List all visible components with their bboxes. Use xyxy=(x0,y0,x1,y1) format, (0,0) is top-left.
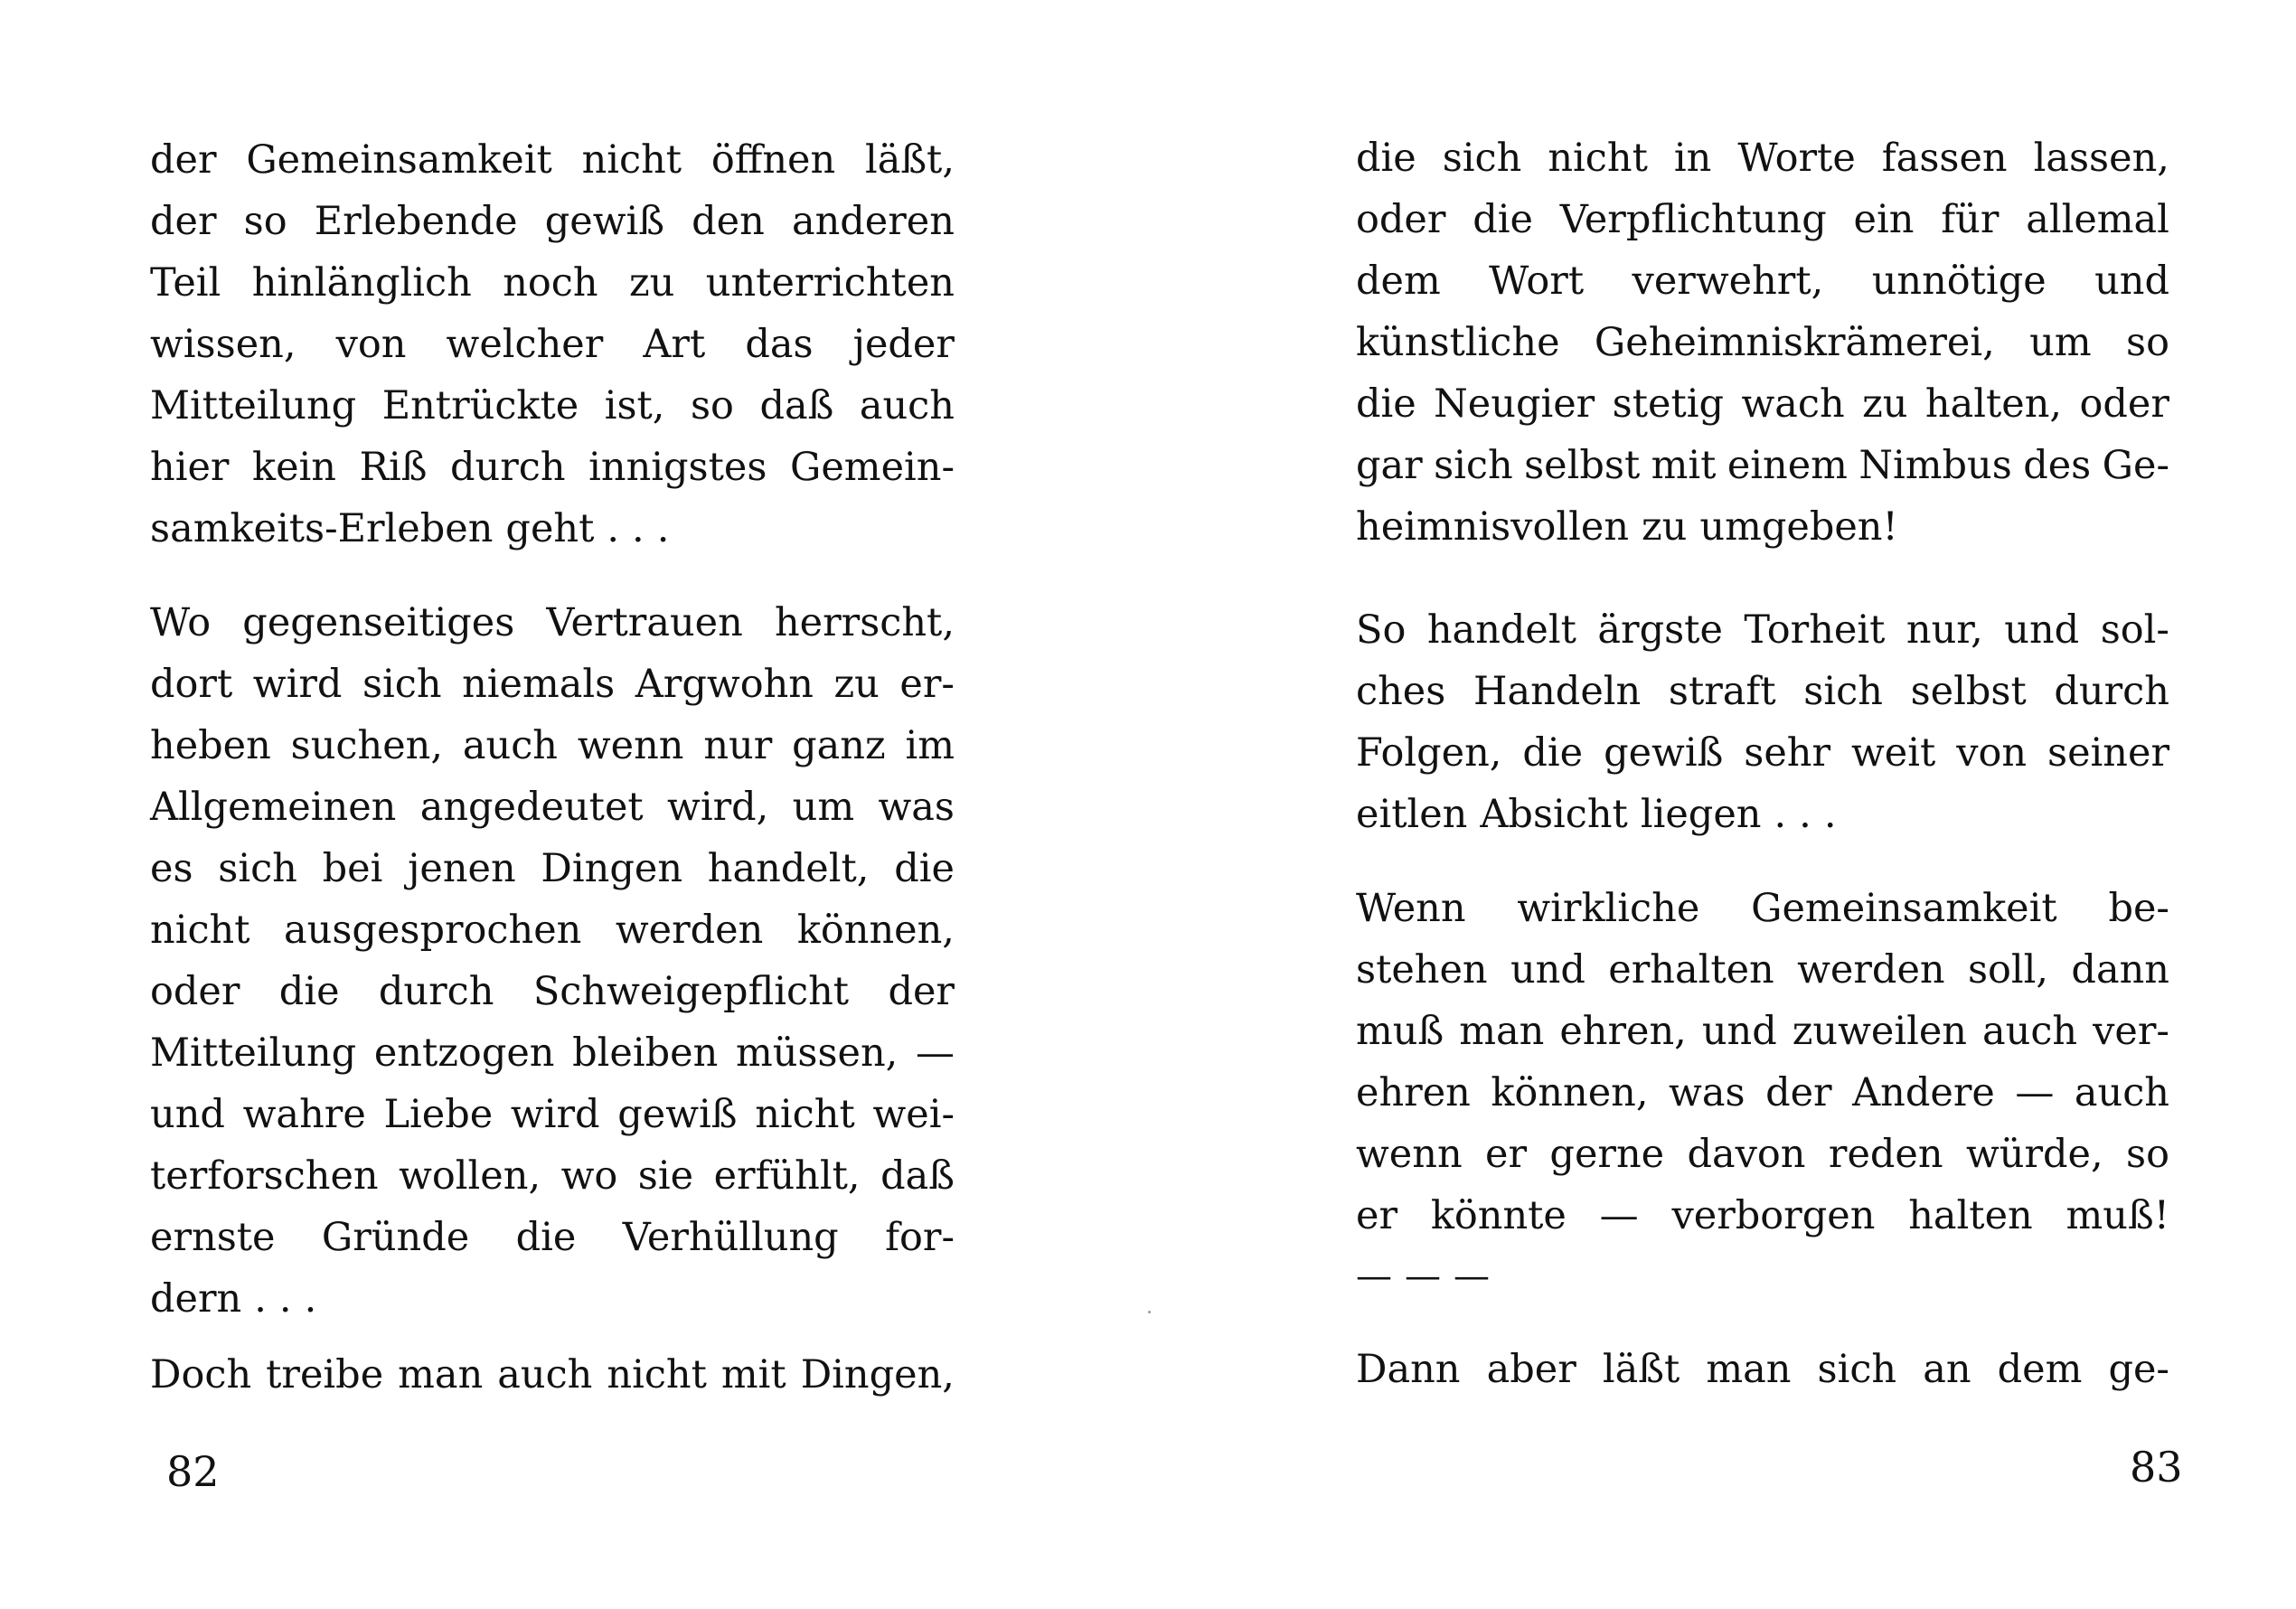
text-line: Folgen, die gewiß sehr weit von seiner xyxy=(1356,730,2169,776)
text-line: Doch treibe man auch nicht mit Dingen, xyxy=(150,1352,955,1397)
text-line: heimnisvollen zu umgeben! xyxy=(1356,504,1898,550)
text-line: dem Wort verwehrt, unnötige und xyxy=(1356,259,2169,304)
text-line: Wo gegenseitiges Vertrauen herrscht, xyxy=(150,600,955,645)
text-line: künstliche Geheimniskrämerei, um so xyxy=(1356,320,2169,365)
text-line: Wenn wirkliche Gemeinsamkeit be- xyxy=(1356,886,2169,931)
text-line: muß man ehren, und zuweilen auch ver- xyxy=(1356,1009,2169,1054)
text-line: Teil hinlänglich noch zu unterrichten xyxy=(150,260,955,306)
text-line: und wahre Liebe wird gewiß nicht wei- xyxy=(150,1092,955,1137)
text-line: dern . . . xyxy=(150,1276,317,1322)
text-line: dort wird sich niemals Argwohn zu er- xyxy=(150,662,955,707)
text-line: So handelt ärgste Torheit nur, und sol- xyxy=(1356,607,2169,653)
text-line: wissen, von welcher Art das jeder xyxy=(150,322,955,367)
text-line: oder die durch Schweigepflicht der xyxy=(150,969,955,1014)
text-line: der so Erlebende gewiß den anderen xyxy=(150,199,955,244)
page-number: 83 xyxy=(2130,1443,2183,1491)
text-line: terforschen wollen, wo sie erfühlt, daß xyxy=(150,1153,955,1199)
text-line: stehen und erhalten werden soll, dann xyxy=(1356,947,2169,993)
text-line: es sich bei jenen Dingen handelt, die xyxy=(150,846,955,891)
text-line: er könnte — verborgen halten muß! xyxy=(1356,1193,2169,1238)
text-line: gar sich selbst mit einem Nimbus des Ge- xyxy=(1356,443,2169,488)
text-line: der Gemeinsamkeit nicht öffnen läßt, xyxy=(150,137,955,183)
text-line: Mitteilung Entrückte ist, so daß auch xyxy=(150,383,955,428)
text-line: nicht ausgesprochen werden können, xyxy=(150,908,955,953)
text-line: Dann aber läßt man sich an dem ge- xyxy=(1356,1347,2169,1392)
text-line: Mitteilung entzogen bleiben müssen, — xyxy=(150,1030,955,1076)
text-line: ernste Gründe die Verhüllung for- xyxy=(150,1215,955,1260)
text-line: eitlen Absicht liegen . . . xyxy=(1356,792,1837,837)
text-line: die sich nicht in Worte fassen lassen, xyxy=(1356,136,2169,181)
page-number: 82 xyxy=(166,1447,220,1496)
text-line: samkeits-Erleben geht . . . xyxy=(150,506,670,551)
text-line: ehren können, was der Andere — auch xyxy=(1356,1070,2169,1115)
section-dashes: — — — xyxy=(1356,1256,1490,1297)
text-line: die Neugier stetig wach zu halten, oder xyxy=(1356,381,2169,427)
text-line: Allgemeinen angedeutet wird, um was xyxy=(150,785,955,830)
text-line: heben suchen, auch wenn nur ganz im xyxy=(150,723,955,768)
text-line: oder die Verpflichtung ein für allemal xyxy=(1356,197,2169,242)
text-line: wenn er gerne davon reden würde, so xyxy=(1356,1132,2169,1177)
text-line: hier kein Riß durch innigstes Gemein- xyxy=(150,445,955,490)
text-line: ches Handeln straft sich selbst durch xyxy=(1356,669,2169,714)
